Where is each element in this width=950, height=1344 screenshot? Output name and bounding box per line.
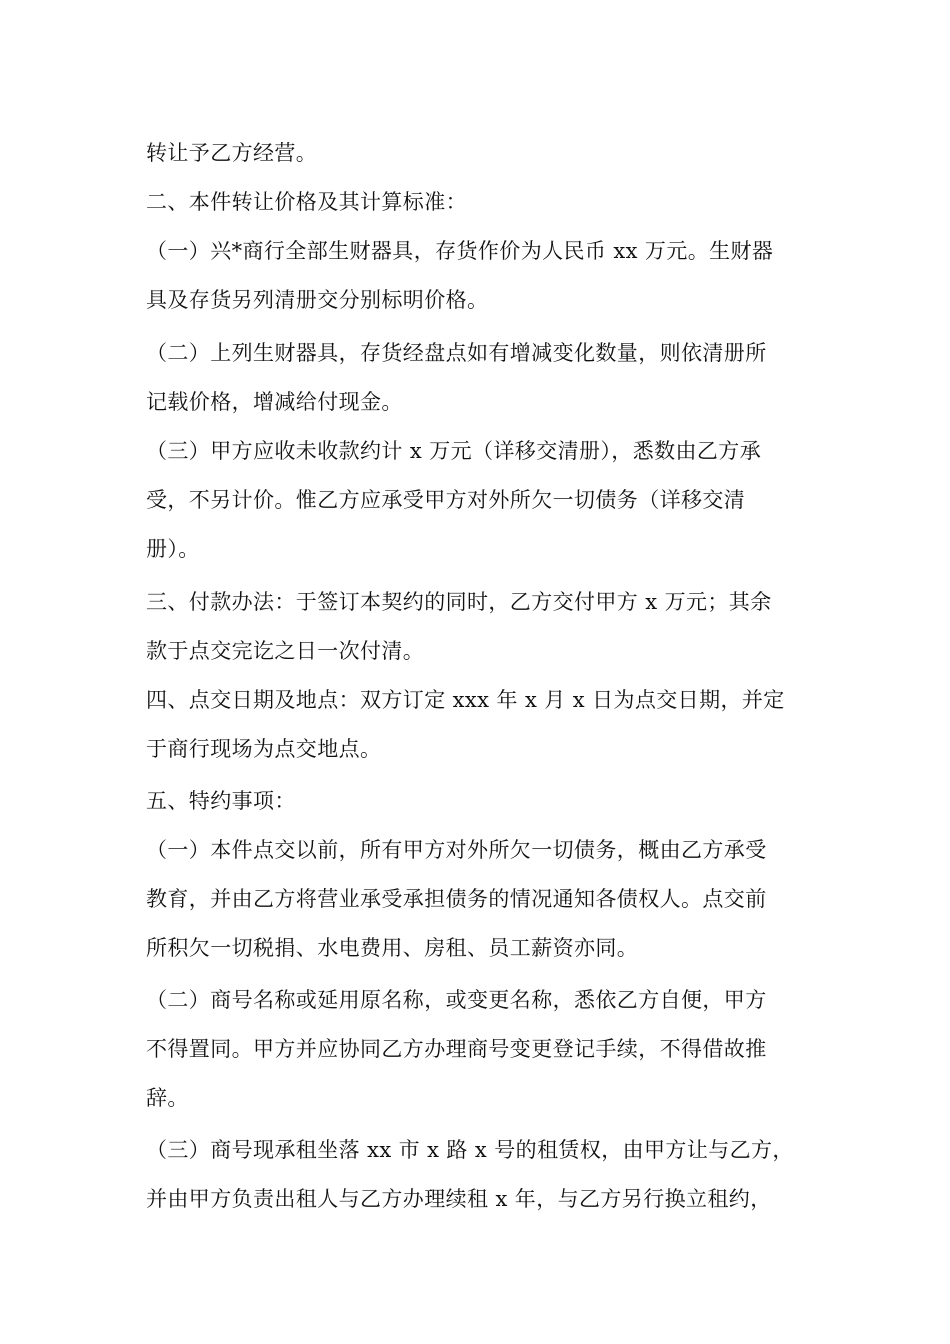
section-heading: 五、特约事项： <box>146 789 296 813</box>
text-line: （二）商号名称或延用原名称，或变更名称，悉依乙方自便，甲方 <box>146 988 767 1012</box>
text-line: 转让予乙方经营。 <box>146 141 318 165</box>
text-line: （三）甲方应收未收款约计 x 万元（详移交清册），悉数由乙方承 <box>146 439 762 463</box>
text-line: 并由甲方负责出租人与乙方办理续租 x 年，与乙方另行换立租约， <box>146 1187 772 1211</box>
text-line: （一）兴*商行全部生财器具，存货作价为人民币 xx 万元。生财器 <box>146 239 774 263</box>
text-line: 册）。 <box>146 537 200 561</box>
text-line: 教育，并由乙方将营业承受承担债务的情况通知各债权人。点交前 <box>146 887 767 911</box>
section-heading: 三、付款办法：于签订本契约的同时，乙方交付甲方 x 万元；其余 <box>146 590 772 614</box>
text-line: 受，不另计价。惟乙方应承受甲方对外所欠一切债务（详移交清 <box>146 488 746 512</box>
text-line: 辞。 <box>146 1086 189 1110</box>
text-line: 记载价格，增减给付现金。 <box>146 390 403 414</box>
text-line: 于商行现场为点交地点。 <box>146 737 382 761</box>
text-line: 所积欠一切税捐、水电费用、房租、员工薪资亦同。 <box>146 936 639 960</box>
section-heading: 四、点交日期及地点：双方订定 xxx 年 x 月 x 日为点交日期，并定 <box>146 688 785 712</box>
text-line: （一）本件点交以前，所有甲方对外所欠一切债务，概由乙方承受 <box>146 838 767 862</box>
section-heading: 二、本件转让价格及其计算标准： <box>146 190 467 214</box>
text-line: 款于点交完讫之日一次付清。 <box>146 639 425 663</box>
text-line: （二）上列生财器具，存货经盘点如有增减变化数量，则依清册所 <box>146 341 767 365</box>
text-line: 不得置同。甲方并应协同乙方办理商号变更登记手续，不得借故推 <box>146 1037 767 1061</box>
text-line: 具及存货另列清册交分别标明价格。 <box>146 288 489 312</box>
text-line: （三）商号现承租坐落 xx 市 x 路 x 号的租赁权，由甲方让与乙方， <box>146 1138 794 1162</box>
